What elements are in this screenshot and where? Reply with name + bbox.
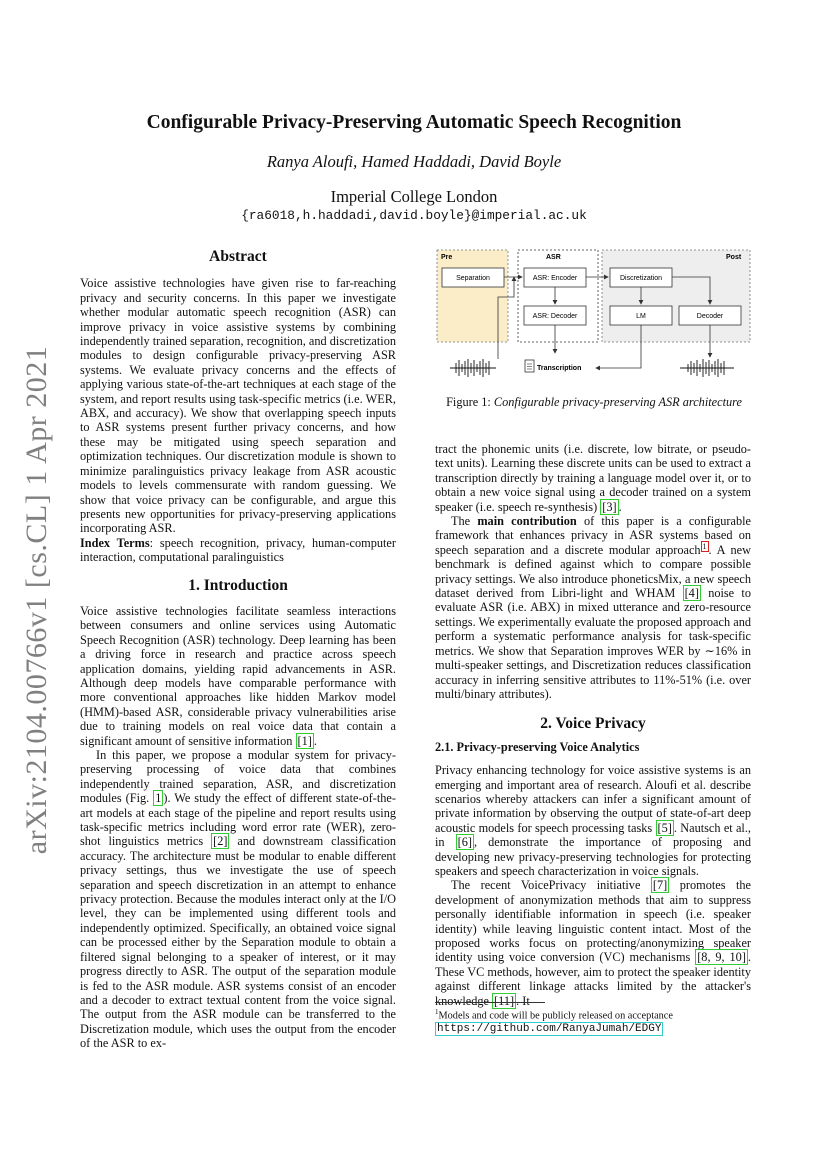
output-waveform-icon xyxy=(680,359,734,377)
privacy-paragraph-2: The recent VoicePrivacy initiative [7] promotes the development of anonymization methods that aim to suppress personally identifiable information in speech (i.e. speaker identity) while leaving linguistic content intact. Most of the proposed works focus on protecting/anonymizing speaker identity using voice conversion (VC) mechanisms [8, 9, 10] . These VC methods, however, aim to protect the speaker identity against different linkage attacks limited by the attacker's knowledge [11] . It xyxy=(435,878,752,1008)
label-post: Post xyxy=(726,254,742,261)
footnote: $^1$Models and code will be publicly released on acceptance https://github.com/RanyaJumah/EDGY xyxy=(435,1008,673,1036)
authors: Ranya Aloufi, Hamed Haddadi, David Boyle xyxy=(266,152,562,171)
architecture-figure xyxy=(436,249,752,381)
abstract-heading: Abstract xyxy=(209,248,267,265)
input-waveform-icon xyxy=(450,359,496,377)
footnote-link[interactable]: 1 xyxy=(702,541,707,551)
section-heading-voice-privacy: 2. Voice Privacy xyxy=(540,715,646,733)
svg-text:LM: LM xyxy=(636,313,646,320)
index-terms: Index Terms: speech recognition, privacy, human-computer interaction, computational paralinguistics xyxy=(80,535,396,565)
citation-link[interactable]: [3] xyxy=(602,499,617,514)
right-paragraph-1: tract the phonemic units (i.e. discrete, low bitrate, or pseudo-text units). Learning these discrete units can be used to extract a transcription directly by training a language model over it, or to obtain a new voice signal using a decoder trained on a system speaker (i.e. speech re-synthesis) [3] . xyxy=(435,442,751,514)
citation-link[interactable]: [7] xyxy=(652,878,668,893)
citation-link[interactable]: [2] xyxy=(213,834,228,849)
intro-paragraph-1: Voice assistive technologies facilitate seamless interactions between consumers and online services using Automatic Speech Recognition (ASR) technology. Deep learning has been a driving force in research and practice across speech application domains, yielding rapid advancements in ASR. Although deep models have comparable performance with more conventional approaches like hidden Markov model (HMM)-based ASR, considerable privacy vulnerabilities arise due to training models on real voice data that contain a significant amount of sensitive information [1] . xyxy=(80,603,396,748)
citation-link[interactable]: [6] xyxy=(457,835,472,850)
affiliation: Imperial College London xyxy=(330,187,498,206)
asr-panel xyxy=(518,250,598,342)
left-column xyxy=(80,250,396,1051)
code-url-link[interactable]: https://github.com/RanyaJumah/EDGY xyxy=(437,1023,662,1036)
index-terms-label: Index Terms xyxy=(80,535,150,550)
abstract-text: Voice assistive technologies have given rise to far-reaching privacy and security concerns. In this paper we investigate whether modular automatic speech recognition (ASR) can improve privacy in voice assistive systems by combining independently trained separation, recognition, and discretization modules to design configurable privacy-preserving ASR systems. We evaluate privacy concerns and the effects of applying various state-of-the-art techniques at each stage of the system, and report results using task-specific metrics (i.e. WER, ABX, and accuracy). We show that overlapping speech inputs to ASR systems present further privacy concerns, and how these may be mitigated using speech separation and optimization techniques. Our discretization module is shown to minimize paralinguistics privacy leakage from ASR acoustic models to levels commensurate with random guessing. We show that voice privacy can be configurable, and argue this presents new opportunities for privacy-preserving applications incorporating ASR. xyxy=(80,276,396,536)
svg-text:ASR: Decoder: ASR: Decoder xyxy=(532,313,578,320)
section-heading-introduction: 1. Introduction xyxy=(188,576,288,594)
label-pre: Pre xyxy=(441,254,453,261)
citation-link[interactable]: [8, 9, 10] xyxy=(697,950,746,965)
document-icon xyxy=(525,360,534,372)
svg-text:ASR: Encoder: ASR: Encoder xyxy=(532,275,578,282)
footnote-rule xyxy=(435,1002,545,1003)
citation-link[interactable]: [11] xyxy=(494,993,515,1008)
paper-title: Configurable Privacy-Preserving Automatic Speech Recognition xyxy=(146,112,682,133)
svg-text:Decoder: Decoder xyxy=(696,313,724,320)
svg-text:Discretization: Discretization xyxy=(619,275,663,282)
citation-link[interactable]: [5] xyxy=(657,820,672,835)
subsection-heading: 2.1. Privacy-preserving Voice Analytics xyxy=(435,739,640,754)
post-panel xyxy=(602,250,750,342)
arxiv-id: arXiv:2104.00766v1 [cs.CL] 1 Apr 2021 xyxy=(20,345,53,855)
right-column xyxy=(435,442,751,1008)
figure-caption: Figure 1: Configurable privacy-preserving ASR architecture xyxy=(446,395,742,409)
svg-text:Separation: Separation xyxy=(456,275,490,282)
label-asr: ASR xyxy=(546,254,561,261)
figure-link[interactable]: 1 xyxy=(155,791,162,806)
right-paragraph-2: The main contribution of this paper is a configurable framework that enhances privacy in ASR systems based on speech separation and a discrete modular approach $^1$ . A new benchmark is defined against which to compare possible privacy settings. We also introduce phoneticsMix, a new speech dataset derived from Libri-light and WHAM [4] noise to evaluate ASR (i.e. ABX) in mixed utterance and zero-resource settings. We experimentally evaluate the proposed approach and perform a systematic performance analysis for task-specific metrics. We show that Separation improves WER by ∼16% in multi-speaker settings, and Discretization reduces classification accuracy in inferring sensitive attributes to 11%-51% (i.e. over multi/binary attributes). xyxy=(435,514,751,701)
citation-link[interactable]: [4] xyxy=(684,586,699,601)
pre-panel xyxy=(437,250,508,342)
citation-link[interactable]: [1] xyxy=(297,733,312,748)
intro-paragraph-2: In this paper, we propose a modular system for privacy-preserving processing of voice data that combines independently trained separation, ASR, and discretization modules (Fig. 1 ). We study the effect of different state-of-the-art models at each stage of the pipeline and report results using task-specific metrics including word error rate (WER), zero-shot linguistics metrics [2] and downstream classification accuracy. The architecture must be modular to enable different privacy settings, thus we investigate the use of speech separation and speech discretization in an attempt to enhance privacy protection. Because the modules interact only at the I/O level, they can be implemented using different tools and independently optimized. Specifically, an obtained voice signal can be processed either by the Separation module to obtain a filtered signal belonging to a speaker of interest, or it may progress directly to ASR. The output of the separation module is fed to the ASR module. ASR systems consist of an encoder and a decoder to extract textual content from the voice signal. The output from the ASR module can be transferred to the Discretization module, which uses the output from the encoder of the ASR to ex- xyxy=(80,748,397,1051)
email: {ra6018,h.haddadi,david.boyle}@imperial.ac.uk xyxy=(241,208,587,223)
arxiv-stamp xyxy=(12,345,62,855)
privacy-paragraph-1: Privacy enhancing technology for voice assistive systems is an emerging and important area of research. Aloufi et al. describe scenarios whereby attackers can infer a significant amount of private information by observing the output of state-of-art deep acoustic models for speech processing tasks [5] . Nautsch et al., in [6] , demonstrate the importance of proposing and developing new privacy-preserving technologies for protecting speakers and speech characterization in voice signals. xyxy=(435,763,752,878)
transcription-label: Transcription xyxy=(537,365,582,372)
